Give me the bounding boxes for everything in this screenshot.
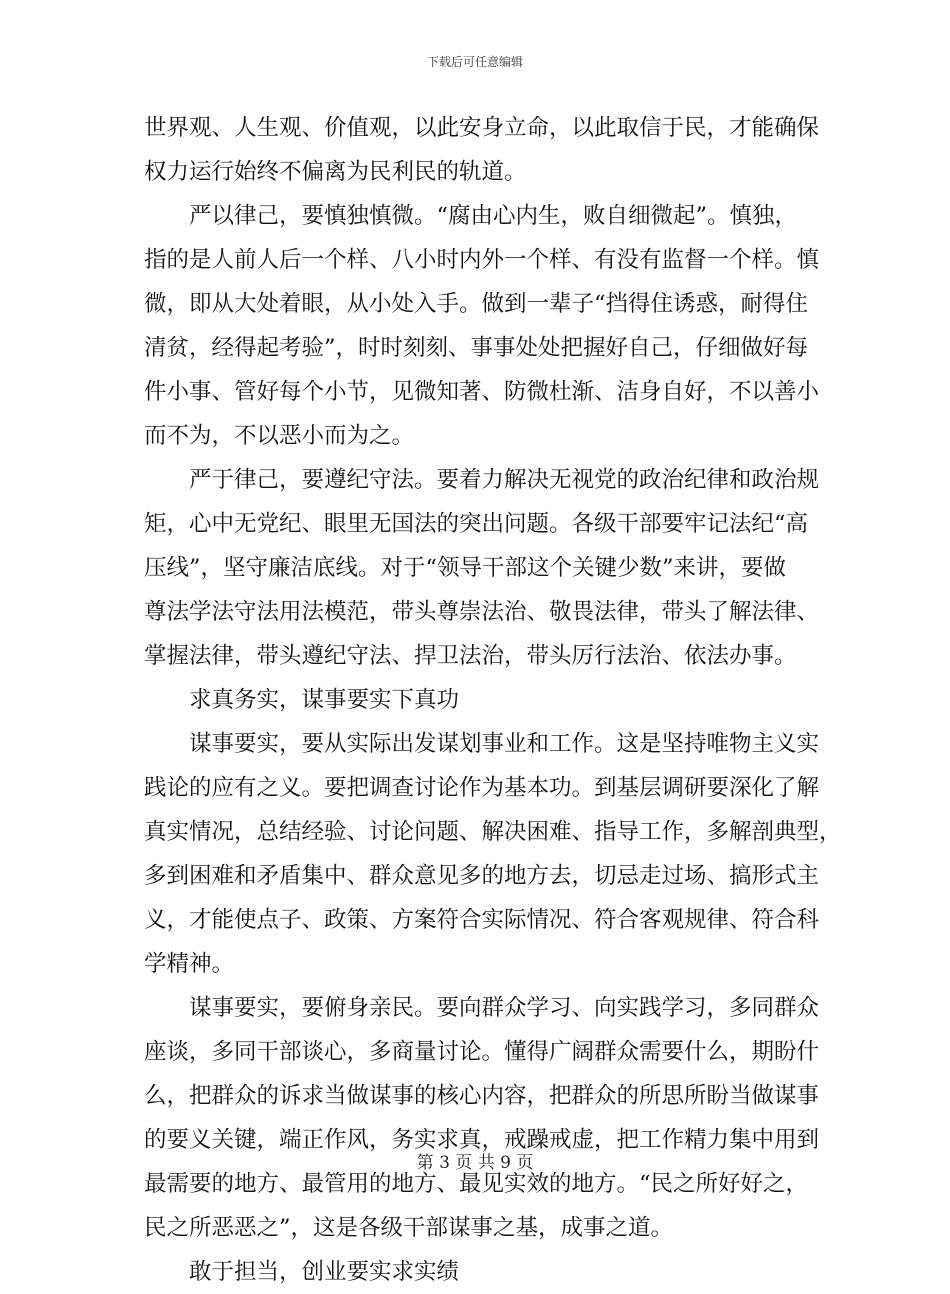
body-line: 指的是人前人后一个样、八小时内外一个样、有没有监督一个样。慎 — [144, 247, 820, 273]
document-body — [144, 106, 842, 1294]
body-line: 民之所恶恶之”，这是各级干部谋事之基，成事之道。 — [144, 1215, 674, 1241]
body-line: 座谈，多同干部谈心，多商量讨论。懂得广阔群众需要什么，期盼什 — [144, 1039, 820, 1065]
body-line: 矩，心中无党纪、眼里无国法的突出问题。各级干部要牢记法纪“高 — [144, 511, 809, 537]
body-line: 义，才能使点子、政策、方案符合实际情况、符合客观规律、符合科 — [144, 907, 820, 933]
body-line: 尊法学法守法用法模范，带头尊崇法治、敬畏法律，带头了解法律、 — [144, 599, 820, 625]
section-heading: 敢于担当，创业要实求实绩 — [189, 1259, 460, 1285]
body-line: 权力运行始终不偏离为民利民的轨道。 — [144, 159, 527, 185]
page-header: 下载后可任意编辑 — [426, 55, 523, 69]
body-line: 的要义关键，端正作风，务实求真，戒躁戒虚，把工作精力集中用到 — [144, 1127, 820, 1153]
body-line: 世界观、人生观、价值观，以此安身立命，以此取信于民，才能确保 — [144, 115, 820, 141]
body-line: 学精神。 — [144, 951, 235, 977]
body-line: 践论的应有之义。要把调查讨论作为基本功。到基层调研要深化了解 — [144, 775, 820, 801]
body-line: 掌握法律，带头遵纪守法、捍卫法治，带头厉行法治、依法办事。 — [144, 643, 797, 669]
body-line: 么，把群众的诉求当做谋事的核心内容，把群众的所思所盼当做谋事 — [144, 1083, 820, 1109]
section-heading: 求真务实，谋事要实下真功 — [189, 687, 460, 713]
body-line: 严于律己，要遵纪守法。要着力解决无视党的政治纪律和政治规 — [189, 467, 820, 493]
body-line: 谋事要实，要俯身亲民。要向群众学习、向实践学习，多同群众 — [189, 995, 820, 1021]
body-line: 严以律己，要慎独慎微。“腐由心内生，败自细微起”。慎独， — [189, 203, 798, 229]
body-line: 微，即从大处着眼，从小处入手。做到一辈子“挡得住诱惑，耐得住 — [144, 291, 809, 317]
body-line: 多到困难和矛盾集中、群众意见多的地方去，切忌走过场、搞形式主 — [144, 863, 820, 889]
page-number: 第 3 页 共 9 页 — [416, 1153, 534, 1173]
body-line: 真实情况，总结经验、讨论问题、解决困难、指导工作，多解剖典型， — [144, 819, 842, 845]
body-line: 压线”，坚守廉洁底线。对于“领导干部这个关键少数”来讲，要做 — [144, 555, 787, 581]
body-line: 清贫，经得起考验”，时时刻刻、事事处处把握好自己，仔细做好每 — [144, 335, 809, 361]
body-line: 最需要的地方、最管用的地方、最见实效的地方。“民之所好好之， — [144, 1171, 809, 1197]
body-line: 而不为，不以恶小而为之。 — [144, 423, 415, 449]
body-line: 谋事要实，要从实际出发谋划事业和工作。这是坚持唯物主义实 — [189, 731, 820, 757]
body-line: 件小事、管好每个小节，见微知著、防微杜渐、洁身自好，不以善小 — [144, 379, 820, 405]
